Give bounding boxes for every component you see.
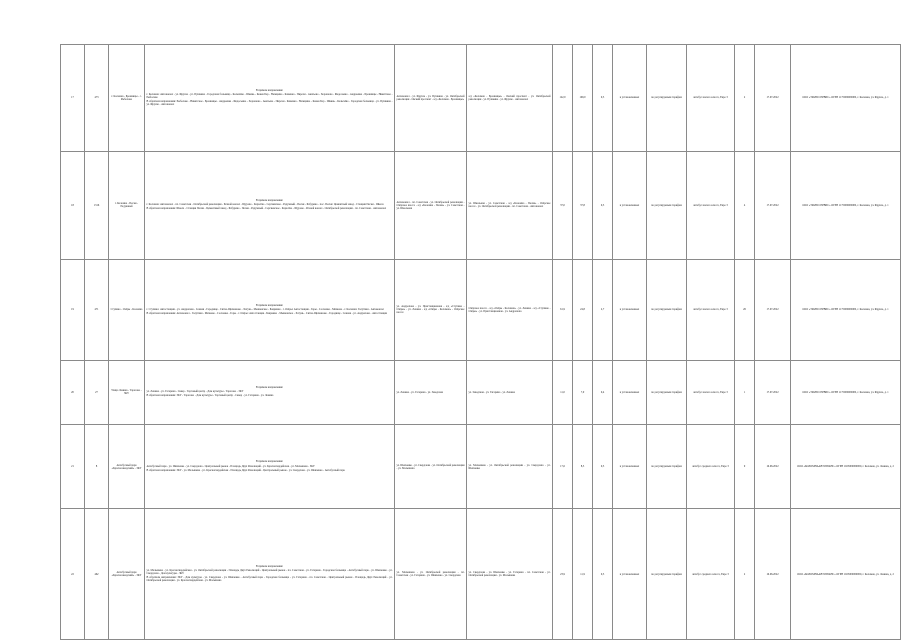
table-row — [61, 360, 901, 424]
route-number-cell: 21 — [61, 424, 85, 508]
vehicle-count-cell: 2 — [735, 509, 755, 640]
streets-forward-cell: Автовокзал - ул. Фрунзе - ул. Пушкина - ул. Октябрьской революции - Окский проспект - а/д «Коломна - Бронницы» — [395, 45, 467, 152]
route-length-cell: 37,0 — [553, 151, 573, 260]
streets-forward-cell: ул. Андропова - ул. Пристанционная - а/д «Ступино - Озёры» - ул. Ленина - а/д «Озёры - Коломна» - Озёрское шоссе — [395, 260, 467, 361]
stops-forward: г. Коломна: Автовокзал - пл. Советская - Октябрьской революции - Речной вокзал - Щурово - Карасёво - Сергиевское - Радужный - Пески - Бабурино - пос. Пески: Цементный завод - Станция Пески - Школа — [146, 203, 384, 207]
tariff-cell: по регулируемым тарифам — [647, 509, 687, 640]
table-row — [61, 424, 901, 508]
vehicle-cell: автобус малого класса, Евро 3 — [687, 360, 735, 424]
direction-title: В прямом направлении: — [255, 460, 284, 464]
start-date-cell: 16.06.2022 — [755, 424, 791, 508]
vehicle-count-cell: 9 — [735, 424, 755, 508]
carrier-cell: ООО «КОЛОМНААВТОТРАНС» ОГРН 1025000000000, г. Коломна, ул. Ленина, д. 2 — [791, 509, 901, 640]
route-length-backward-cell: 11,9 — [573, 509, 593, 640]
stops-list-cell — [145, 360, 395, 424]
vehicle-cell: автобус малого класса, Евро 3 — [687, 260, 735, 361]
streets-forward-cell: ул. Малышева - ул. Октябрьской революции - пл. Советская - ул. Гагарина - ул. Шевченко - ул. Свердлова — [395, 509, 467, 640]
carrier-cell: ООО «КОЛОМНААВТОТРАНС» ОГРН 1025000000000, г. Коломна, ул. Ленина, д. 2 — [791, 424, 901, 508]
streets-backward-cell: ул. Свердлова - ул. Шевченко - ул. Гагарина - пл. Советская - ул. Октябрьской революции - ул. Малышева — [467, 509, 553, 640]
carrier-cell: ООО «ТРАНССЕРВИС» ОГРН 1175000000000, г. Коломна, ул. Фрунзе, д. 1 — [791, 45, 901, 152]
interval-cell: 0,5 — [593, 45, 613, 152]
streets-backward-cell: ул. Школьная - ул. Советская - а/д «Коломна - Пески» - Озёрское шоссе - ул. Октябрьской революции - пл. Советская - Автовокзал — [467, 151, 553, 260]
route-length-cell: 11,0 — [553, 360, 573, 424]
streets-forward-cell: Автовокзал - пл. Советская - ул. Октябрьской революции - Озёрское шоссе - а/д «Коломна - Пески» - ул. Советская - ул. Школьная — [395, 151, 467, 260]
registration-number-cell: 1316 — [85, 151, 109, 260]
stops-list-cell — [145, 424, 395, 508]
table-row — [61, 151, 901, 260]
table-row — [61, 260, 901, 361]
route-length-backward-cell: 8,5 — [573, 424, 593, 508]
stops-list-cell — [145, 509, 395, 640]
vehicle-count-cell: 4 — [735, 151, 755, 260]
vehicle-count-cell: 1 — [735, 360, 755, 424]
stops-backward: В обратном направлении: ЗКУ - ул. Малышева - ул. Красногвардейская - Площадь Двух Революций - Центральный рынок - ул. Свердлова - ул. Шевченко - Автобусный парк — [146, 468, 345, 472]
start-date-cell: 17.07.2022 — [755, 45, 791, 152]
tariff-cell: по регулируемым тарифам — [647, 424, 687, 508]
route-number-cell: 20 — [61, 360, 85, 424]
boarding-cell: в установленных — [613, 151, 647, 260]
route-length-cell: 122,0 — [553, 45, 573, 152]
interval-cell: 0,5 — [593, 151, 613, 260]
stops-list-cell — [145, 151, 395, 260]
streets-backward-cell: а/д «Коломна - Бронницы» - Окский проспект - ул. Октябрьской революции - ул. Пушкина - ул. Фрунзе - Автовокзал — [467, 45, 553, 152]
start-date-cell: 17.07.2022 — [755, 260, 791, 361]
route-name-cell: Улица Ленина - Тарасово - ЗКУ — [109, 360, 145, 424]
route-number-cell: 18 — [61, 151, 85, 260]
table-row — [61, 509, 901, 640]
vehicle-count-cell: 26 — [735, 260, 755, 361]
stops-forward: ул. Ленина - ул. Гагарина - Сквер - Торговый центр - Дом культуры - Тарасово - ЗКУ — [146, 390, 244, 394]
direction-title: В прямом направлении: — [255, 88, 284, 92]
streets-backward-cell: ул. Малышева - ул. Октябрьской революции - ул. Свердлова - ул. Шевченко — [467, 424, 553, 508]
registration-number-cell: 471 — [85, 260, 109, 361]
route-name-cell: г. Коломна - Пески - Радужный — [109, 151, 145, 260]
route-number-cell: 19 — [61, 260, 85, 361]
boarding-cell: в установленных — [613, 424, 647, 508]
stops-backward: В обратном направлении: Автовокзал - Голутвин - Мячково - Сосновка - Горы - г. Озёры: Автостанция - Бояркино - Мышенское - Хатунь - Ситне-Щелканово - Городище - Сенная - ул. Андропова - Автостанция — [146, 311, 387, 315]
stops-backward: В обратном направлении: Школа - Станция Пески - Цементный завод - Бабурино - Пески - Радужный - Сергиевское - Карасёво - Щурово - Речной вокзал - Октябрьской революции - пл. Советская - Автовокзал — [146, 207, 387, 211]
direction-title: В прямом направлении: — [255, 199, 284, 203]
tariff-cell: по регулируемым тарифам — [647, 260, 687, 361]
route-length-backward-cell: 24,8 — [573, 260, 593, 361]
streets-backward-cell: Озёрское шоссе - а/д «Озёры - Коломна» - ул. Ленина - а/д «Ступино - Озёры» - ул. Пристанционная - ул. Андропова — [467, 260, 553, 361]
routes-table — [60, 44, 901, 640]
route-number-cell: 22 — [61, 509, 85, 640]
route-length-cell: 17,6 — [553, 424, 573, 508]
stops-backward: В обратном направлении: ЗКУ - Тарасово - Дом культуры - Торговый центр - Сквер - ул. Гагарина - ул. Ленина — [146, 394, 274, 398]
interval-cell: 0,4 — [593, 360, 613, 424]
route-length-backward-cell: 7,0 — [573, 360, 593, 424]
stops-list-cell — [145, 260, 395, 361]
route-length-cell: 61,9 — [553, 260, 573, 361]
boarding-cell: в установленных — [613, 509, 647, 640]
interval-cell: 2,7 — [593, 260, 613, 361]
streets-backward-cell: ул. Заводская - ул. Гагарина - ул. Ленина — [467, 360, 553, 424]
start-date-cell: 16.06.2022 — [755, 509, 791, 640]
stops-backward: В обратном направлении: Рыболово - Никитское - Бронницы - Андреевка - Федосьино - Хорошово - Акатьево - Пирочи - Каменка - Непецино - Конев Бор - Шкинь - Колычёво - Городская больница - ул. Пушкина - ул. Фрунзе - Автовокзал — [146, 99, 393, 106]
stops-backward: В обратном направлении: ЗКУ - Дом культуры - ул. Свердлова - ул. Шевченко - Автобусный парк - Городская больница - ул. Гагарина - пл. Советская - Центральный рынок - Площадь Двух Революций - ул. Октябрьской революции - ул. Красногвардейская - ул. Малышева — [146, 576, 393, 583]
route-number-cell: 17 — [61, 45, 85, 152]
direction-title: В прямом направлении: — [255, 564, 284, 568]
registration-number-cell: 27 — [85, 360, 109, 424]
tariff-cell: по регулируемым тарифам — [647, 45, 687, 152]
route-name-cell: г. Коломна - Бронницы - с. Рыболово — [109, 45, 145, 152]
stops-forward: г. Ступино: Автостанция - ул. Андропова - Сенная - Городище - Ситне-Щелканово - Хатунь - Мышенское - Бояркино - г. Озёры: Автостанция - Горы - Сосновка - Мячково - г. Коломна: Голутвин - Автовокзал — [146, 307, 384, 311]
route-name-cell: Автобусный парк «Краснозаводский» - ЗКУ — [109, 424, 145, 508]
stops-forward: г. Коломна: Автовокзал - ул. Фрунзе - ул. Пушкина - Городская больница - Колычёво - Шкинь - Конев Бор - Непецино - Каменка - Пирочи - Акатьево - Хорошово - Федосьино - Андреевка - Бронницы - Никитское - Рыболово — [146, 92, 393, 99]
vehicle-cell: автобус малого класса, Евро 3 — [687, 45, 735, 152]
table-row — [61, 45, 901, 152]
tariff-cell: по регулируемым тарифам — [647, 151, 687, 260]
stops-list-cell — [145, 45, 395, 152]
streets-forward-cell: ул. Ленина - ул. Гагарина - ул. Заводская — [395, 360, 467, 424]
boarding-cell: в установленных — [613, 45, 647, 152]
stops-forward: Автобусный парк - ул. Шевченко - ул. Свердлова - Центральный рынок - Площадь Двух Революций - ул. Красногвардейская - ул. Малышева - ЗКУ — [146, 464, 315, 468]
start-date-cell: 17.07.2022 — [755, 151, 791, 260]
start-date-cell: 17.07.2022 — [755, 360, 791, 424]
route-name-cell: Автобусный парк «Краснозаводский» - ЗКУ — [109, 509, 145, 640]
stops-forward: ул. Малышева - ул. Красногвардейская - ул. Октябрьской революции - Площадь Двух Революций - Центральный рынок - пл. Советская - ул. Гагарина - Городская больница - Автобусный парк - ул. Шевченко - ул. Свердлова - Дом культуры - ЗКУ — [146, 569, 393, 576]
carrier-cell: ООО «ТРАНССЕРВИС» ОГРН 1175000000000, г. Коломна, ул. Фрунзе, д. 1 — [791, 360, 901, 424]
vehicle-cell: автобус малого класса, Евро 3 — [687, 151, 735, 260]
direction-title: В прямом направлении: — [255, 303, 284, 307]
carrier-cell: ООО «ТРАНССЕРВИС» ОГРН 1175000000000, г. Коломна, ул. Фрунзе, д. 1 — [791, 260, 901, 361]
streets-forward-cell: ул. Шевченко - ул. Свердлова - ул. Октябрьской революции - ул. Малышева — [395, 424, 467, 508]
route-length-backward-cell: 109,0 — [573, 45, 593, 152]
boarding-cell: в установленных — [613, 360, 647, 424]
tariff-cell: по регулируемым тарифам — [647, 360, 687, 424]
interval-cell: 0,5 — [593, 424, 613, 508]
route-length-backward-cell: 37,8 — [573, 151, 593, 260]
boarding-cell: в установленных — [613, 260, 647, 361]
vehicle-count-cell: 2 — [735, 45, 755, 152]
interval-cell: 0,5 — [593, 509, 613, 640]
route-name-cell: Ступино - Озёры - Коломна — [109, 260, 145, 361]
vehicle-cell: автобус среднего класса, Евро 3 — [687, 424, 735, 508]
direction-title: В прямом направлении: — [255, 386, 284, 390]
route-length-cell: 23,9 — [553, 509, 573, 640]
carrier-cell: ООО «ТРАНССЕРВИС» ОГРН 1175000000000, г. Коломна, ул. Фрунзе, д. 1 — [791, 151, 901, 260]
registration-number-cell: 462 — [85, 509, 109, 640]
vehicle-cell: автобус среднего класса, Евро 3 — [687, 509, 735, 640]
registration-number-cell: 8 — [85, 424, 109, 508]
registration-number-cell: 473 — [85, 45, 109, 152]
